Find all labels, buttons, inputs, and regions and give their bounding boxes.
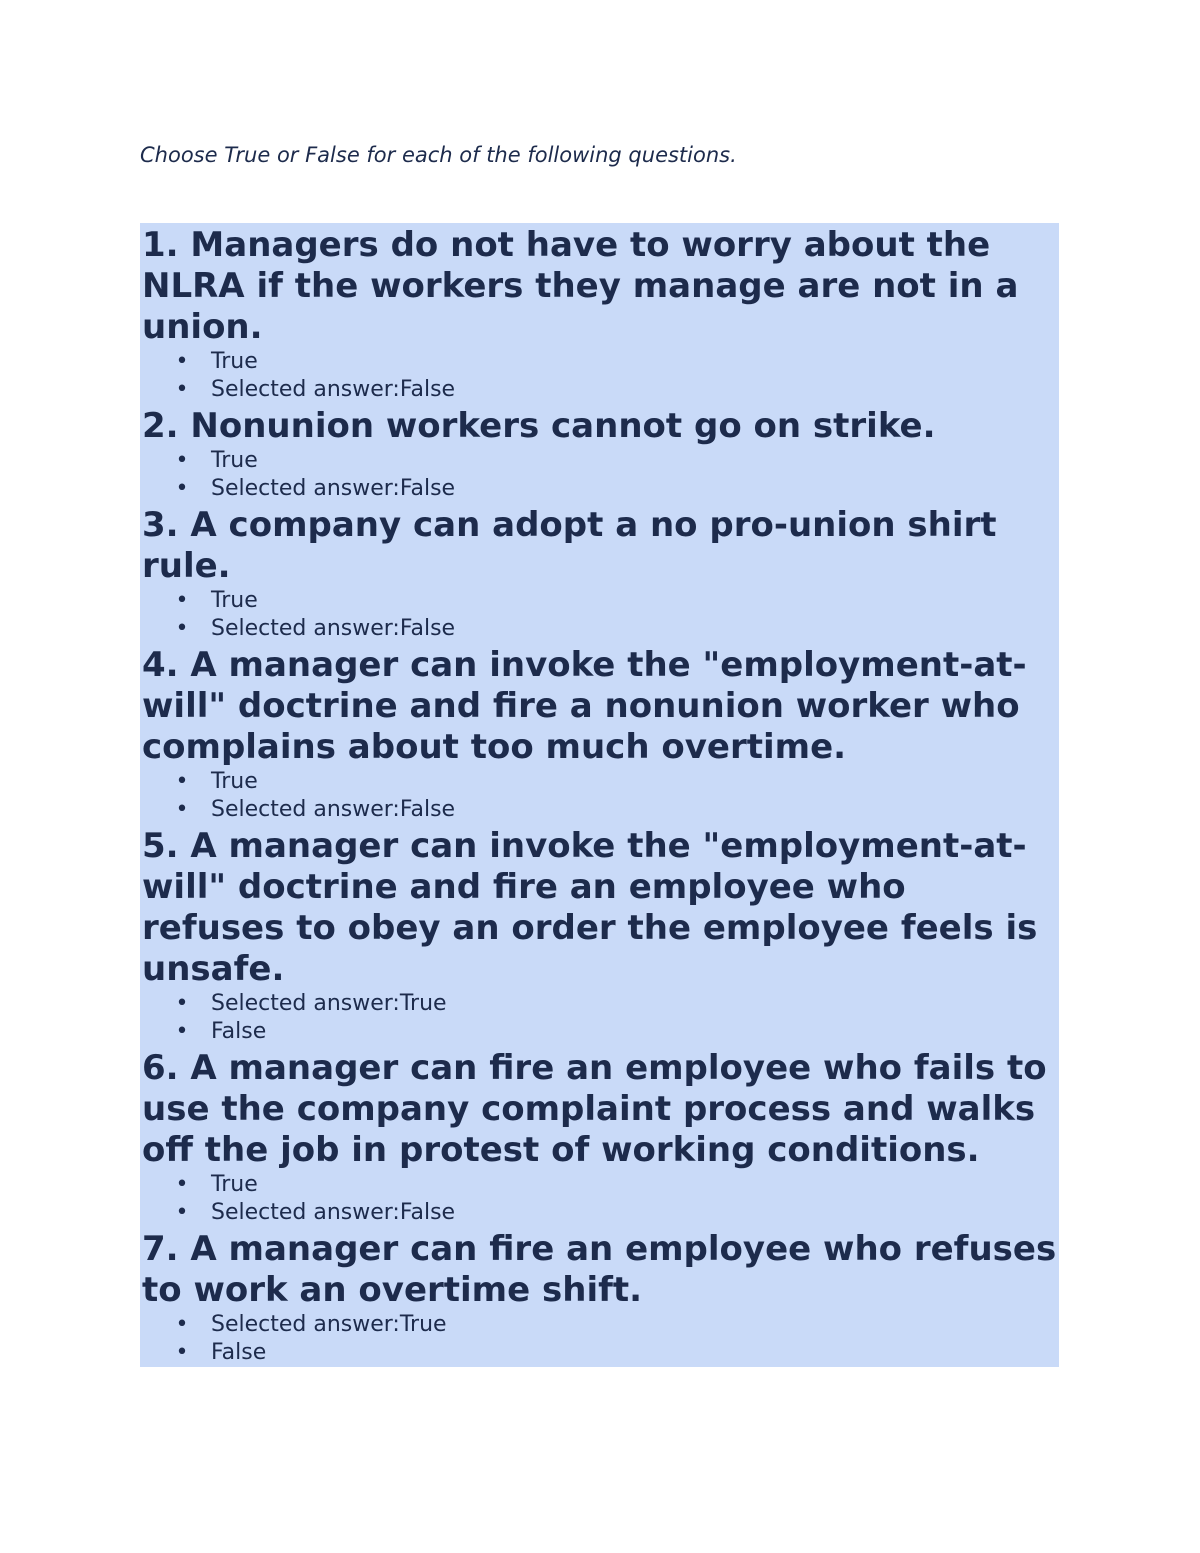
question-text: 4. A manager can invoke the "employment-at-will" doctrine and fire a nonunion worker who complains about too much overtime. xyxy=(142,645,1027,767)
answer-label: Selected answer:False xyxy=(211,797,456,822)
answer-label: True xyxy=(211,349,258,374)
answer-list xyxy=(140,990,1059,1046)
answer-option xyxy=(175,376,1059,404)
answer-option xyxy=(175,587,1059,615)
answer-list xyxy=(140,1171,1059,1227)
question-1 xyxy=(140,223,1059,404)
bullet-icon: • xyxy=(175,616,189,641)
question-3 xyxy=(140,503,1059,643)
answer-option xyxy=(175,1199,1059,1227)
answer-label: False xyxy=(211,1019,267,1044)
bullet-icon: • xyxy=(175,349,189,374)
question-6 xyxy=(140,1046,1059,1227)
bullet-icon: • xyxy=(175,448,189,473)
bullet-icon: • xyxy=(175,991,189,1016)
bullet-icon: • xyxy=(175,797,189,822)
answer-label: Selected answer:False xyxy=(211,476,456,501)
answer-option xyxy=(175,615,1059,643)
question-text: 2. Nonunion workers cannot go on strike. xyxy=(142,406,936,446)
bullet-icon: • xyxy=(175,588,189,613)
answer-option xyxy=(175,447,1059,475)
instructions-text: Choose True or False for each of the following questions. xyxy=(140,143,737,167)
answer-label: True xyxy=(211,588,258,613)
question-text: 3. A company can adopt a no pro-union shirt rule. xyxy=(142,505,997,586)
question-2 xyxy=(140,404,1059,503)
answer-list xyxy=(140,587,1059,643)
bullet-icon: • xyxy=(175,377,189,402)
question-5 xyxy=(140,824,1059,1046)
bullet-icon: • xyxy=(175,1172,189,1197)
answer-list xyxy=(140,348,1059,404)
question-text: 6. A manager can fire an employee who fails to use the company complaint process and walks off the job in protest of working conditions. xyxy=(142,1048,1047,1170)
answer-option xyxy=(175,796,1059,824)
answer-label: Selected answer:False xyxy=(211,1200,456,1225)
quiz-block xyxy=(140,223,1059,1367)
answer-option xyxy=(175,768,1059,796)
bullet-icon: • xyxy=(175,1340,189,1365)
answer-label: True xyxy=(211,448,258,473)
answer-label: True xyxy=(211,1172,258,1197)
answer-option xyxy=(175,475,1059,503)
answer-option xyxy=(175,1018,1059,1046)
answer-option xyxy=(175,1311,1059,1339)
bullet-icon: • xyxy=(175,769,189,794)
answer-label: Selected answer:True xyxy=(211,1312,447,1337)
answer-option xyxy=(175,348,1059,376)
answer-option xyxy=(175,990,1059,1018)
answer-label: Selected answer:True xyxy=(211,991,447,1016)
answer-list xyxy=(140,768,1059,824)
answer-label: Selected answer:False xyxy=(211,377,456,402)
bullet-icon: • xyxy=(175,476,189,501)
answer-label: False xyxy=(211,1340,267,1365)
answer-option xyxy=(175,1339,1059,1367)
answer-list xyxy=(140,1311,1059,1367)
answer-label: True xyxy=(211,769,258,794)
question-text: 5. A manager can invoke the "employment-at-will" doctrine and fire an employee who refuses to obey an order the employee feels is unsafe. xyxy=(142,826,1038,989)
question-text: 7. A manager can fire an employee who refuses to work an overtime shift. xyxy=(142,1229,1057,1310)
bullet-icon: • xyxy=(175,1019,189,1044)
answer-option xyxy=(175,1171,1059,1199)
bullet-icon: • xyxy=(175,1312,189,1337)
question-text: 1. Managers do not have to worry about the NLRA if the workers they manage are not in a union. xyxy=(142,225,1019,347)
question-7 xyxy=(140,1227,1059,1367)
answer-list xyxy=(140,447,1059,503)
answer-label: Selected answer:False xyxy=(211,616,456,641)
question-4 xyxy=(140,643,1059,824)
bullet-icon: • xyxy=(175,1200,189,1225)
